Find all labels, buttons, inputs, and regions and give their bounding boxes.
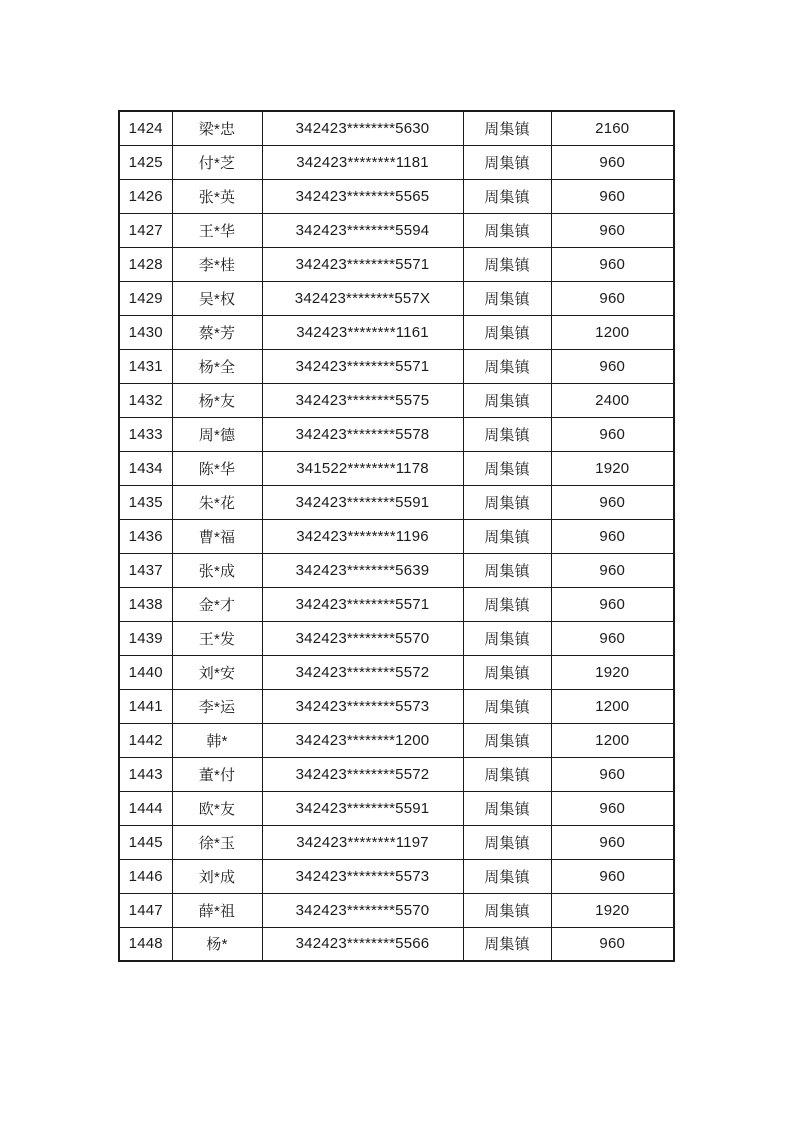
cell-index: 1436 (119, 519, 172, 553)
cell-town: 周集镇 (463, 689, 551, 723)
cell-amount: 960 (551, 757, 674, 791)
cell-index: 1440 (119, 655, 172, 689)
cell-name: 周*德 (172, 417, 262, 451)
cell-amount: 1920 (551, 451, 674, 485)
cell-index: 1432 (119, 383, 172, 417)
cell-town: 周集镇 (463, 927, 551, 961)
cell-index: 1444 (119, 791, 172, 825)
cell-town: 周集镇 (463, 723, 551, 757)
table-row (119, 315, 674, 349)
cell-amount: 1200 (551, 689, 674, 723)
cell-name: 吴*权 (172, 281, 262, 315)
cell-id-number: 342423********1161 (262, 315, 463, 349)
cell-town: 周集镇 (463, 485, 551, 519)
cell-name: 董*付 (172, 757, 262, 791)
table-row (119, 893, 674, 927)
cell-amount: 960 (551, 417, 674, 451)
table-row (119, 349, 674, 383)
cell-id-number: 342423********5591 (262, 485, 463, 519)
cell-name: 张*英 (172, 179, 262, 213)
cell-town: 周集镇 (463, 553, 551, 587)
cell-town: 周集镇 (463, 145, 551, 179)
cell-index: 1448 (119, 927, 172, 961)
table-row (119, 417, 674, 451)
cell-name: 徐*玉 (172, 825, 262, 859)
cell-index: 1445 (119, 825, 172, 859)
cell-amount: 960 (551, 859, 674, 893)
cell-id-number: 342423********1197 (262, 825, 463, 859)
cell-index: 1441 (119, 689, 172, 723)
cell-name: 付*芝 (172, 145, 262, 179)
cell-index: 1438 (119, 587, 172, 621)
table-body (119, 111, 674, 961)
table-row (119, 111, 674, 145)
cell-index: 1446 (119, 859, 172, 893)
cell-name: 薛*祖 (172, 893, 262, 927)
table-row (119, 859, 674, 893)
cell-amount: 960 (551, 179, 674, 213)
cell-town: 周集镇 (463, 315, 551, 349)
table-row (119, 927, 674, 961)
cell-index: 1442 (119, 723, 172, 757)
cell-amount: 2400 (551, 383, 674, 417)
cell-town: 周集镇 (463, 825, 551, 859)
cell-name: 杨* (172, 927, 262, 961)
cell-name: 欧*友 (172, 791, 262, 825)
cell-index: 1434 (119, 451, 172, 485)
cell-id-number: 342423********5571 (262, 587, 463, 621)
cell-amount: 1920 (551, 655, 674, 689)
cell-town: 周集镇 (463, 791, 551, 825)
cell-id-number: 342423********5572 (262, 757, 463, 791)
table-row (119, 213, 674, 247)
cell-index: 1437 (119, 553, 172, 587)
table-row (119, 383, 674, 417)
cell-name: 朱*花 (172, 485, 262, 519)
table-row (119, 791, 674, 825)
cell-id-number: 342423********5578 (262, 417, 463, 451)
cell-town: 周集镇 (463, 281, 551, 315)
cell-id-number: 342423********5572 (262, 655, 463, 689)
cell-index: 1439 (119, 621, 172, 655)
cell-id-number: 341522********1178 (262, 451, 463, 485)
cell-id-number: 342423********5591 (262, 791, 463, 825)
cell-name: 杨*全 (172, 349, 262, 383)
cell-amount: 960 (551, 213, 674, 247)
cell-amount: 1920 (551, 893, 674, 927)
cell-id-number: 342423********5565 (262, 179, 463, 213)
cell-index: 1426 (119, 179, 172, 213)
cell-id-number: 342423********5639 (262, 553, 463, 587)
cell-id-number: 342423********5571 (262, 247, 463, 281)
cell-index: 1433 (119, 417, 172, 451)
cell-id-number: 342423********1181 (262, 145, 463, 179)
cell-amount: 1200 (551, 315, 674, 349)
cell-amount: 960 (551, 621, 674, 655)
table-row (119, 587, 674, 621)
cell-town: 周集镇 (463, 213, 551, 247)
table-row (119, 553, 674, 587)
cell-amount: 960 (551, 247, 674, 281)
cell-town: 周集镇 (463, 621, 551, 655)
cell-id-number: 342423********5630 (262, 111, 463, 145)
cell-index: 1425 (119, 145, 172, 179)
cell-id-number: 342423********5571 (262, 349, 463, 383)
cell-id-number: 342423********5575 (262, 383, 463, 417)
cell-name: 曹*福 (172, 519, 262, 553)
cell-name: 刘*安 (172, 655, 262, 689)
cell-town: 周集镇 (463, 893, 551, 927)
cell-amount: 960 (551, 485, 674, 519)
cell-town: 周集镇 (463, 111, 551, 145)
cell-town: 周集镇 (463, 587, 551, 621)
table-row (119, 655, 674, 689)
table-row (119, 689, 674, 723)
cell-name: 杨*友 (172, 383, 262, 417)
cell-amount: 960 (551, 825, 674, 859)
cell-name: 李*运 (172, 689, 262, 723)
table-container (118, 110, 675, 962)
cell-amount: 960 (551, 519, 674, 553)
table-row (119, 247, 674, 281)
cell-amount: 960 (551, 281, 674, 315)
cell-town: 周集镇 (463, 859, 551, 893)
cell-index: 1435 (119, 485, 172, 519)
table-row (119, 757, 674, 791)
cell-town: 周集镇 (463, 383, 551, 417)
cell-name: 王*华 (172, 213, 262, 247)
cell-name: 金*才 (172, 587, 262, 621)
cell-index: 1429 (119, 281, 172, 315)
cell-town: 周集镇 (463, 757, 551, 791)
cell-name: 李*桂 (172, 247, 262, 281)
cell-town: 周集镇 (463, 247, 551, 281)
table-row (119, 485, 674, 519)
cell-name: 蔡*芳 (172, 315, 262, 349)
table-row (119, 451, 674, 485)
table-row (119, 281, 674, 315)
cell-id-number: 342423********5573 (262, 689, 463, 723)
table-row (119, 179, 674, 213)
table-row (119, 145, 674, 179)
cell-name: 张*成 (172, 553, 262, 587)
table-row (119, 519, 674, 553)
cell-name: 王*发 (172, 621, 262, 655)
cell-index: 1431 (119, 349, 172, 383)
cell-amount: 960 (551, 791, 674, 825)
cell-amount: 960 (551, 145, 674, 179)
cell-name: 陈*华 (172, 451, 262, 485)
cell-amount: 1200 (551, 723, 674, 757)
cell-id-number: 342423********557X (262, 281, 463, 315)
cell-amount: 2160 (551, 111, 674, 145)
payment-list-table (118, 110, 675, 962)
cell-amount: 960 (551, 349, 674, 383)
cell-town: 周集镇 (463, 655, 551, 689)
cell-name: 梁*忠 (172, 111, 262, 145)
cell-index: 1424 (119, 111, 172, 145)
cell-id-number: 342423********5566 (262, 927, 463, 961)
cell-index: 1428 (119, 247, 172, 281)
cell-index: 1427 (119, 213, 172, 247)
table-row (119, 621, 674, 655)
cell-id-number: 342423********1196 (262, 519, 463, 553)
cell-amount: 960 (551, 587, 674, 621)
cell-town: 周集镇 (463, 451, 551, 485)
table-row (119, 825, 674, 859)
cell-id-number: 342423********5573 (262, 859, 463, 893)
cell-town: 周集镇 (463, 417, 551, 451)
cell-amount: 960 (551, 927, 674, 961)
table-row (119, 723, 674, 757)
cell-index: 1430 (119, 315, 172, 349)
cell-id-number: 342423********5594 (262, 213, 463, 247)
cell-index: 1443 (119, 757, 172, 791)
cell-id-number: 342423********5570 (262, 621, 463, 655)
cell-name: 韩* (172, 723, 262, 757)
cell-name: 刘*成 (172, 859, 262, 893)
cell-town: 周集镇 (463, 179, 551, 213)
cell-town: 周集镇 (463, 519, 551, 553)
cell-amount: 960 (551, 553, 674, 587)
cell-index: 1447 (119, 893, 172, 927)
cell-id-number: 342423********5570 (262, 893, 463, 927)
cell-id-number: 342423********1200 (262, 723, 463, 757)
cell-town: 周集镇 (463, 349, 551, 383)
